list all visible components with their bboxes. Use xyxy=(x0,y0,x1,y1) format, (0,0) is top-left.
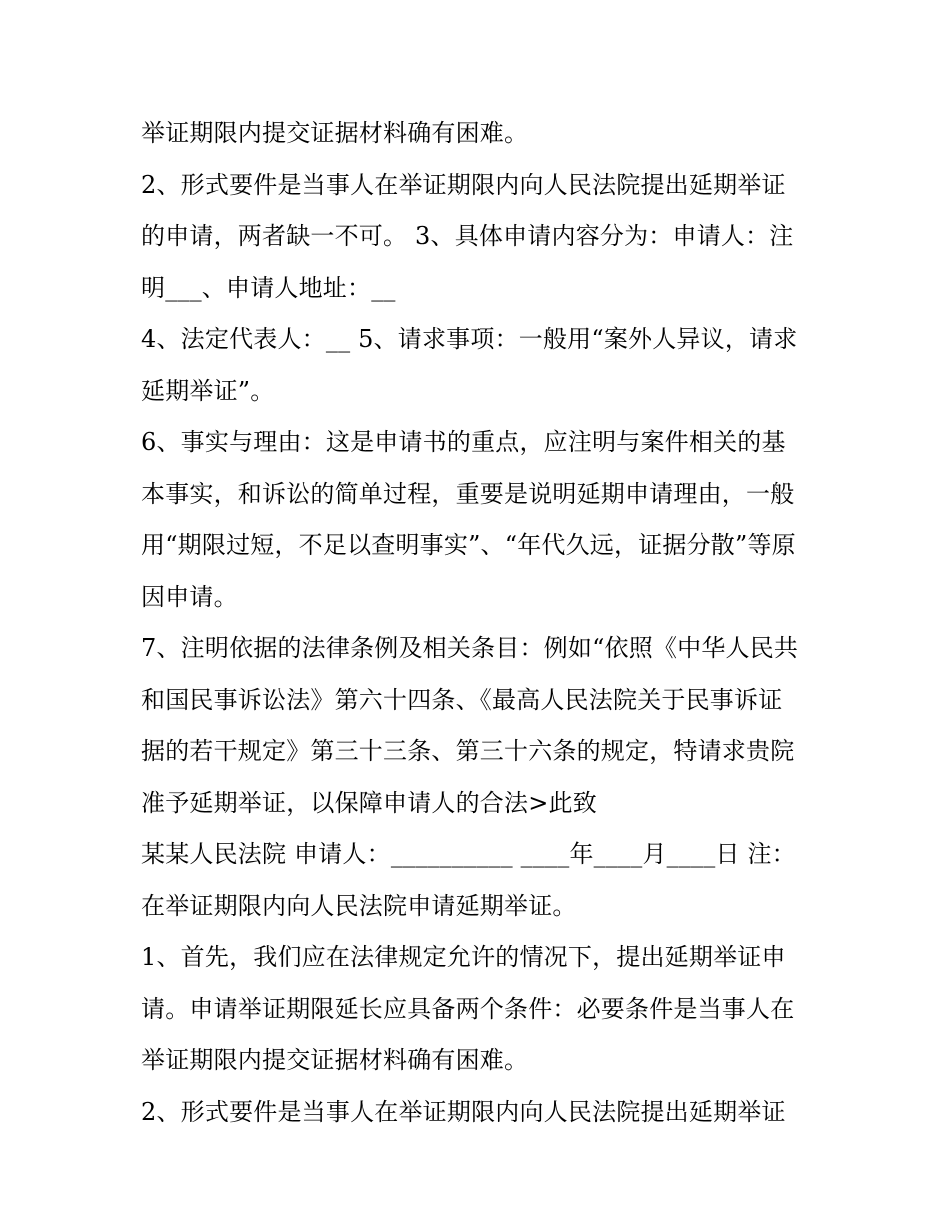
text-line-19: 举证期限内提交证据材料确有困难。 xyxy=(141,1046,529,1074)
text-line-15: 某某人民法院 申请人：__________ ____年____月____日 注： xyxy=(141,840,796,868)
text-line-8: 本事实，和诉讼的简单过程，重要是说明延期申请理由，一般 xyxy=(141,479,795,508)
text-line-10: 因申请。 xyxy=(141,582,238,611)
text-line-12: 和国民事诉讼法》第六十四条、《最高人民法院关于民事诉证 xyxy=(141,685,783,714)
text-line-17: 1、首先，我们应在法律规定允许的情况下，提出延期举证申 xyxy=(141,943,786,971)
text-line-4: 明___、申请人地址：__ xyxy=(141,273,396,302)
text-line-9: 用“期限过短，不足以查明事实”、“年代久远，证据分散”等原 xyxy=(141,531,796,559)
text-line-20: 2、形式要件是当事人在举证期限内向人民法院提出延期举证 xyxy=(141,1097,786,1126)
text-line-14: 准予延期举证，以保障申请人的合法>此致 xyxy=(141,788,597,817)
text-line-3: 的申请，两者缺一不可。 3、具体申请内容分为：申请人：注 xyxy=(141,222,794,250)
text-line-11: 7、注明依据的法律条例及相关条目：例如“依照《中华人民共 xyxy=(141,634,799,662)
text-line-7: 6、事实与理由：这是申请书的重点，应注明与案件相关的基 xyxy=(141,428,786,456)
text-line-2: 2、形式要件是当事人在举证期限内向人民法院提出延期举证 xyxy=(141,170,786,199)
text-line-6: 延期举证”。 xyxy=(141,376,275,405)
text-line-13: 据的若干规定》第三十三条、第三十六条的规定，特请求贵院 xyxy=(141,737,795,765)
document-body xyxy=(141,108,821,1138)
text-line-16: 在举证期限内向人民法院申请延期举证。 xyxy=(141,891,577,920)
text-line-5: 4、法定代表人：__ 5、请求事项：一般用“案外人异议，请求 xyxy=(141,325,798,353)
text-line-18: 请。申请举证期限延长应具备两个条件：必要条件是当事人在 xyxy=(141,994,795,1023)
text-line-1: 举证期限内提交证据材料确有困难。 xyxy=(141,119,529,147)
